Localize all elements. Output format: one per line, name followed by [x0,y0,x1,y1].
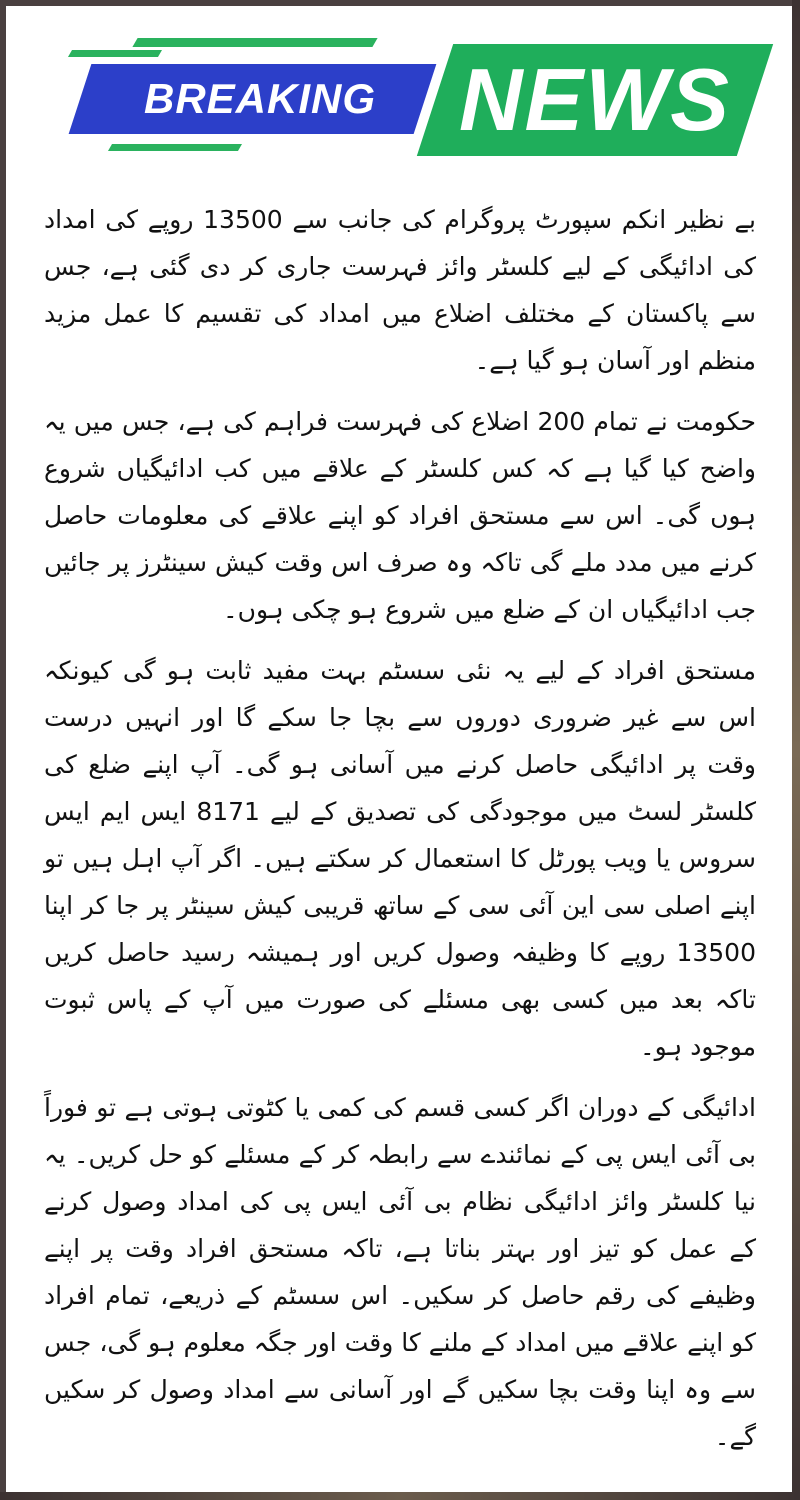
breaking-news-banner [40,30,770,170]
green-accent-stripe [108,144,242,151]
breaking-label: BREAKING [143,75,376,122]
article-body [44,196,756,1460]
article-paragraph: بے نظیر انکم سپورٹ پروگرام کی جانب سے 13500 روپے کی امداد کی ادائیگی کے لیے کلسٹر وائز فہرست جاری کر دی گئی ہے، جس سے پاکستان کے مختلف اضلاع میں امداد کی تقسیم کا عمل مزید منظم اور آسان ہو گیا ہے۔ [44,205,756,375]
article-paragraph: حکومت نے تمام 200 اضلاع کی فہرست فراہم کی ہے، جس میں یہ واضح کیا گیا ہے کہ کس کلسٹر کے علاقے میں کب ادائیگیاں شروع ہوں گی۔ اس سے مستحق افراد کو اپنے علاقے کی معلومات حاصل کرنے میں مدد ملے گی تاکہ وہ صرف اس وقت کیش سینٹرز پر جائیں جب ادائیگیاں ان کے ضلع میں شروع ہو چکی ہوں۔ [44,407,756,624]
article-paragraph: ادائیگی کے دوران اگر کسی قسم کی کمی یا کٹوتی ہوتی ہے تو فوراً بی آئی ایس پی کے نمائندے سے رابطہ کر کے مسئلے کو حل کریں۔ یہ نیا کلسٹر وائز ادائیگی نظام بی آئی ایس پی کی امداد وصول کرنے کے عمل کو تیز اور بہتر بناتا ہے، تاکہ مستحق افراد وقت پر اپنے وظیفے کی رقم حاصل کر سکیں۔ اس سسٹم کے ذریعے، تمام افراد کو اپنے علاقے میں امداد کے ملنے کا وقت اور جگہ معلوم ہو گی، جس سے وہ اپنا وقت بچا سکیں گے اور آسانی سے امداد وصول کر سکیں گے۔ [44,1093,756,1451]
green-accent-stripe [68,50,162,57]
news-label: NEWS [459,50,731,149]
frame-right-edge [792,0,800,1500]
frame-bottom-edge [0,1492,800,1500]
green-accent-stripe [132,38,377,47]
article-paragraph: مستحق افراد کے لیے یہ نئی سسٹم بہت مفید ثابت ہو گی کیونکہ اس سے غیر ضروری دوروں سے بچا جا سکے گا اور انہیں درست وقت پر ادائیگی حاصل کرنے میں آسانی ہو گی۔ آپ اپنے ضلع کی کلسٹر لسٹ میں موجودگی کی تصدیق کے لیے 8171 ایس ایم ایس سروس یا ویب پورٹل کا استعمال کر سکتے ہیں۔ اگر آپ اہل ہیں تو اپنے اصلی سی این آئی سی کے ساتھ قریبی کیش سینٹر پر جا کر اپنا 13500 روپے کا وظیفہ وصول کریں اور ہمیشہ رسید حاصل کریں تاکہ بعد میں کسی بھی مسئلے کی صورت میں آپ کے پاس ثبوت موجود ہو۔ [44,656,757,1061]
